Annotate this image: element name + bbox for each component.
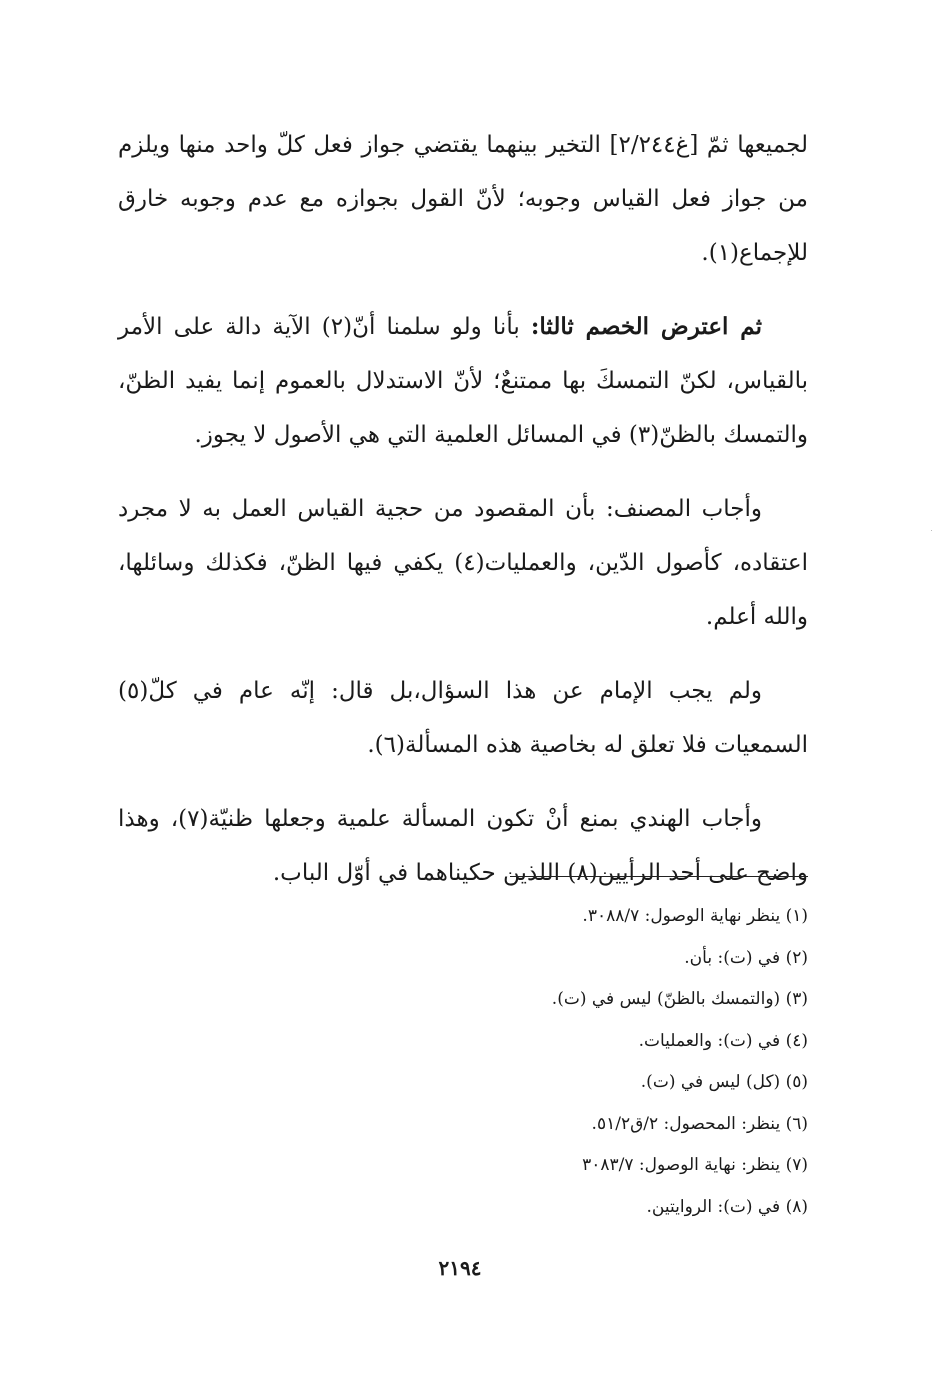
footnote-1: (١) ينظر نهاية الوصول: ٣٠٨٨/٧.: [582, 906, 808, 926]
scan-artifact: [931, 530, 932, 531]
footnote-8: (٨) في (ت): الروايتين.: [646, 1196, 808, 1217]
paragraph-text: ولم يجب الإمام عن هذا السؤال،بل قال: إنّه عام في كلّ(٥) السمعيات فلا تعلق له بخاصية هذه المسألة(٦).: [118, 678, 808, 758]
footnote-3: (٣) (والتمسك بالظنّ) ليس في (ت).: [551, 989, 808, 1009]
main-text-body: [118, 118, 808, 920]
paragraph-text: بأنا ولو سلمنا أنّ(٢) الآية دالة على الأمر بالقياس، لكنّ التمسكَ بها ممتنعٌ؛ لأنّ الاستدلال بالعموم إنما يفيد الظنّ، والتمسك بالظنّ(٣) في المسائل العلمية التي هي الأصول لا يجوز.: [118, 314, 808, 448]
paragraph-text: وأجاب الهندي بمنع أنْ تكون المسألة علمية وجعلها ظنيّة(٧)، وهذا واضح على أحد الرأيين(٨) اللذين حكيناهما في أوّل الباب.: [118, 806, 808, 886]
paragraph-4: [118, 664, 808, 772]
footnote-6: (٦) ينظر: المحصول: ٢/ق٥١/٢.: [591, 1113, 808, 1134]
footnotes: [330, 896, 808, 1228]
footnote-4: (٤) في (ت): والعمليات.: [638, 1030, 808, 1051]
paragraph-2: [118, 300, 808, 462]
paragraph-text: لجميعها ثمّ [غ٢/٢٤٤] التخير بينهما يقتضي جواز فعل كلّ واحد منها ويلزم من جواز فعل القياس وجوبه؛ لأنّ القول بجوازه مع عدم وجوبه خارق للإجماع(١).: [118, 132, 808, 266]
paragraph-3: [118, 482, 808, 644]
page-number: ٢١٩٤: [438, 1256, 482, 1280]
paragraph-lead: ثم اعترض الخصم ثالثا:: [530, 313, 762, 340]
paragraph-5: [118, 792, 808, 900]
footnote-divider: [510, 876, 808, 877]
paragraph-text: وأجاب المصنف: بأن المقصود من حجية القياس العمل به لا مجرد اعتقاده، كأصول الدّين، والعمليات(٤) يكفي فيها الظنّ، فكذلك وسائلها، والله أعلم.: [118, 496, 808, 630]
paragraph-1: [118, 118, 808, 280]
footnote-5: (٥) (كل) ليس في (ت).: [640, 1072, 808, 1092]
footnote-2: (٢) في (ت): بأن.: [684, 947, 808, 968]
footnote-7: (٧) ينظر: نهاية الوصول: ٣٠٨٣/٧: [582, 1155, 808, 1175]
